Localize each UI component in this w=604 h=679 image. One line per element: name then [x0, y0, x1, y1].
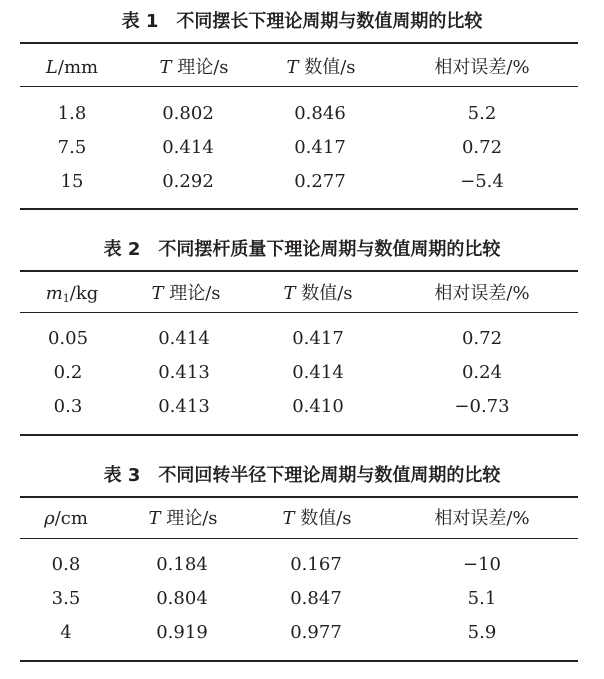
top-rule: [20, 42, 578, 44]
header-theoretical-period: T 理论/s: [159, 57, 229, 78]
table-label: 表 3: [103, 465, 141, 486]
header-relative-error: 相对误差/%: [434, 57, 530, 78]
bottom-rule: [20, 434, 578, 436]
cell-variable: 1.8: [57, 103, 87, 124]
cell-relative-error: −10: [463, 554, 501, 575]
cell-variable: 7.5: [57, 137, 87, 158]
header-variable: ρ/cm: [44, 508, 88, 529]
header-numerical-period: T 数值/s: [283, 283, 353, 304]
table-title: 不同回转半径下理论周期与数值周期的比较: [158, 465, 501, 486]
cell-numerical: 0.977: [290, 622, 342, 643]
header-rule: [20, 312, 578, 313]
cell-variable: 0.8: [51, 554, 81, 575]
cell-relative-error: 0.72: [461, 137, 503, 158]
cell-relative-error: −0.73: [454, 396, 510, 417]
cell-relative-error: 0.24: [461, 362, 503, 383]
cell-numerical: 0.167: [290, 554, 342, 575]
header-relative-error: 相对误差/%: [434, 508, 530, 529]
cell-relative-error: 5.1: [467, 588, 497, 609]
header-numerical-period: T 数值/s: [286, 57, 356, 78]
table-caption: [0, 238, 604, 262]
header-numerical-period: T 数值/s: [282, 508, 352, 529]
header-rule: [20, 538, 578, 539]
table-label: 表 1: [121, 11, 159, 32]
cell-numerical: 0.417: [294, 137, 346, 158]
cell-relative-error: 5.2: [467, 103, 497, 124]
cell-theoretical: 0.184: [156, 554, 208, 575]
cell-theoretical: 0.414: [158, 328, 210, 349]
cell-numerical: 0.417: [292, 328, 344, 349]
bottom-rule: [20, 208, 578, 210]
cell-relative-error: 5.9: [467, 622, 497, 643]
table-title: 不同摆长下理论周期与数值周期的比较: [176, 11, 483, 32]
header-theoretical-period: T 理论/s: [148, 508, 218, 529]
cell-variable: 15: [60, 171, 84, 192]
cell-numerical: 0.414: [292, 362, 344, 383]
cell-numerical: 0.410: [292, 396, 344, 417]
header-rule: [20, 86, 578, 87]
cell-relative-error: 0.72: [461, 328, 503, 349]
table-label: 表 2: [103, 239, 141, 260]
top-rule: [20, 496, 578, 498]
cell-theoretical: 0.292: [162, 171, 214, 192]
table-caption: [0, 464, 604, 488]
header-variable: $m_1/kg$: [45, 283, 99, 305]
cell-variable: 3.5: [51, 588, 81, 609]
bottom-rule: [20, 660, 578, 662]
cell-numerical: 0.846: [294, 103, 346, 124]
cell-theoretical: 0.802: [162, 103, 214, 124]
header-relative-error: 相对误差/%: [434, 283, 530, 304]
cell-theoretical: 0.414: [162, 137, 214, 158]
cell-variable: 4: [60, 622, 72, 643]
header-variable: L/mm: [45, 57, 99, 78]
cell-theoretical: 0.413: [158, 362, 210, 383]
top-rule: [20, 270, 578, 272]
cell-variable: 0.3: [53, 396, 83, 417]
cell-variable: 0.2: [53, 362, 83, 383]
cell-variable: 0.05: [47, 328, 89, 349]
cell-theoretical: 0.919: [156, 622, 208, 643]
header-theoretical-period: T 理论/s: [151, 283, 221, 304]
cell-numerical: 0.277: [294, 171, 346, 192]
table-title: 不同摆杆质量下理论周期与数值周期的比较: [158, 239, 501, 260]
cell-theoretical: 0.413: [158, 396, 210, 417]
cell-numerical: 0.847: [290, 588, 342, 609]
table-caption: [0, 10, 604, 34]
cell-relative-error: −5.4: [460, 171, 504, 192]
cell-theoretical: 0.804: [156, 588, 208, 609]
